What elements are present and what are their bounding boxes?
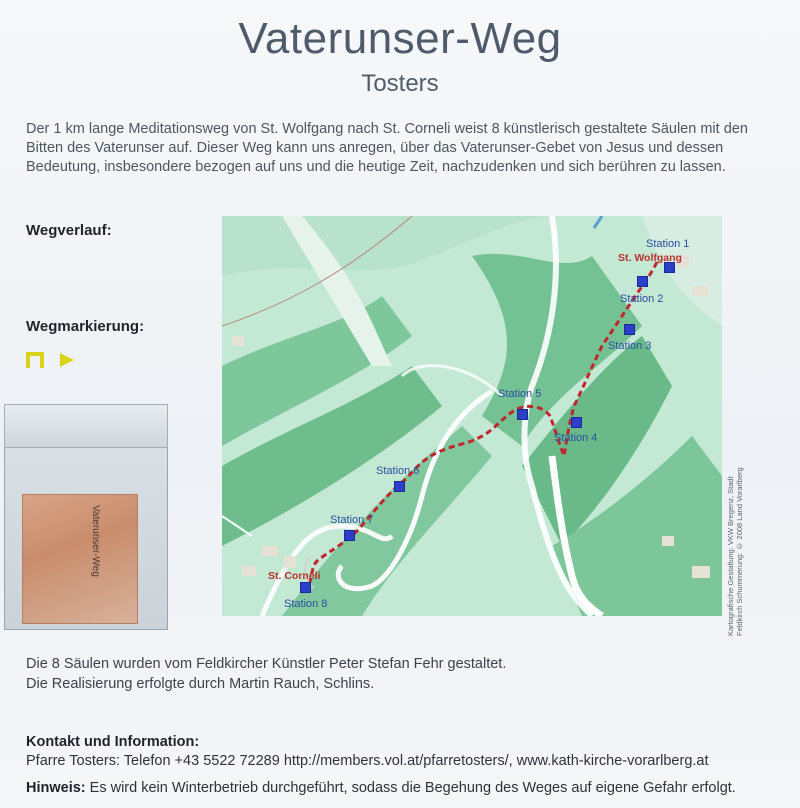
map-credit: Kartografische Gestaltung: VKW Bregenz, Stadt Feldkirch Schummerung: © 2008 Land Vorarlberg (726, 467, 744, 636)
notice-label: Hinweis: (26, 780, 86, 796)
station-7-marker[interactable] (344, 530, 355, 541)
station-7-label: Station 7 (330, 514, 374, 526)
station-2-marker[interactable] (637, 276, 648, 287)
station-8-label: Station 8 (284, 598, 328, 610)
route-heading: Wegverlauf: (26, 222, 112, 239)
station-5-marker[interactable] (517, 409, 528, 420)
credits-line-1: Die 8 Säulen wurden vom Feldkircher Künstler Peter Stefan Fehr gestaltet. (26, 656, 507, 672)
place-st-corneli: St. Corneli (268, 570, 321, 582)
station-3-label: Station 3 (608, 340, 652, 352)
credits (26, 654, 506, 694)
marking-heading: Wegmarkierung: (26, 318, 145, 335)
brochure-box-lid[interactable] (4, 404, 168, 448)
notice-text: Es wird kein Winterbetrieb durchgeführt, sodass die Begehung des Weges auf eigene Gefahr erfolgt. (89, 780, 736, 796)
notice (26, 780, 736, 796)
station-4-marker[interactable] (571, 417, 582, 428)
station-8-marker[interactable] (300, 582, 311, 593)
brochure[interactable] (22, 494, 138, 624)
station-3-marker[interactable] (624, 324, 635, 335)
contact-line: Pfarre Tosters: Telefon +43 5522 72289 http://members.vol.at/pfarretosters/, www.kath-kirche-vorarlberg.at (26, 753, 709, 769)
intro-text: Der 1 km lange Meditationsweg von St. Wolfgang nach St. Corneli weist 8 künstlerisch gestaltete Säulen mit den Bitten des Vaterunser auf. Dieser Weg kann uns anregen, über das Vaterunser-Gebet von Jesus und dessen Bedeutung, insbesondere bezogen auf uns und die heutige Zeit, nachzudenken und sich berühren zu lassen. (26, 121, 748, 175)
station-4-label: Station 4 (554, 432, 598, 444)
page-title: Vaterunser-Weg (238, 14, 562, 63)
credits-line-2: Die Realisierung erfolgte durch Martin Rauch, Schlins. (26, 676, 375, 692)
station-6-label: Station 6 (376, 465, 420, 477)
route-map (222, 216, 722, 616)
place-st-wolfgang: St. Wolfgang (618, 252, 682, 264)
page-subtitle: Tosters (361, 70, 439, 97)
brochure-title: Vaterunser-Weg (90, 505, 101, 577)
station-5-label: Station 5 (498, 388, 542, 400)
trail-marker-icon (26, 350, 80, 370)
station-1-label: Station 1 (646, 238, 690, 250)
station-6-marker[interactable] (394, 481, 405, 492)
contact-block (26, 733, 709, 771)
contact-heading: Kontakt und Information: (26, 734, 200, 750)
station-2-label: Station 2 (620, 293, 664, 305)
